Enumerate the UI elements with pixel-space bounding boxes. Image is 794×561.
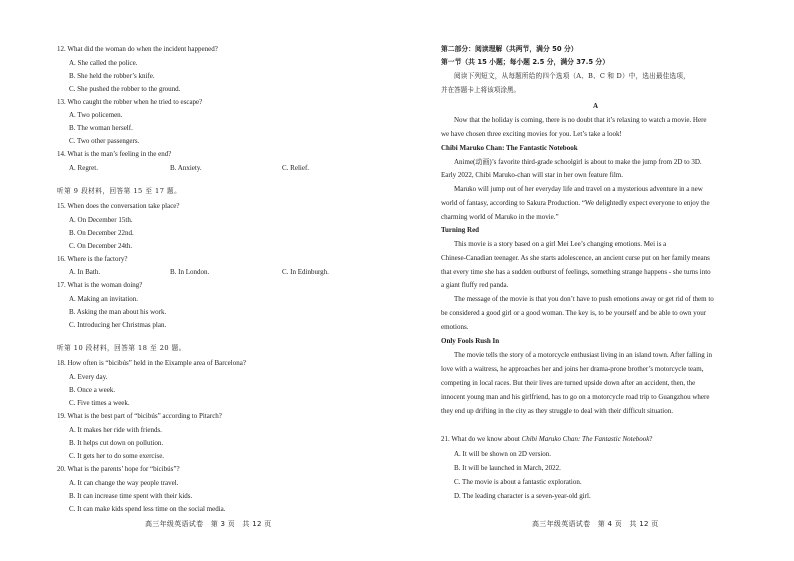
question-21-suffix: ? <box>649 435 653 443</box>
question-17-stem: 17. What is the woman doing? <box>57 281 143 289</box>
movie1-p2-line-2: world of fantasy, according to Sakura Production. “We delightedly expect everyone to enjoy the <box>441 199 710 207</box>
question-14-option-a: A. Regret. <box>69 164 98 172</box>
question-19-option-c: C. It gets her to do some exercise. <box>69 452 165 460</box>
question-13-option-a: A. Two policemen. <box>69 111 123 119</box>
question-20-option-a: A. It can change the way people travel. <box>69 479 179 487</box>
question-13-option-c: C. Two other passengers. <box>69 137 140 145</box>
question-21-movie-title: Chibi Maruko Chan: The Fantastic Notebook <box>521 435 650 443</box>
right-page-footer: 高三年级英语试卷 第 4 页 共 12 页 <box>532 520 659 528</box>
question-12-stem: 12. What did the woman do when the incident happened? <box>57 45 218 53</box>
question-14-option-c: C. Relief. <box>282 164 310 172</box>
question-12-option-c: C. She pushed the robber to the ground. <box>69 85 181 93</box>
movie3-p1-line-2: love with a waitress, he approaches her and joins her drama-prone brother’s motorcycle team, <box>441 365 704 373</box>
question-14-stem: 14. What is the man’s feeling in the end? <box>57 150 172 158</box>
question-19-stem: 19. What is the best part of “bicibús” according to Pitarch? <box>57 412 222 420</box>
question-16-option-b: B. In London. <box>170 268 210 276</box>
movie1-p2-line-1: Maruko will jump out of her everyday life and travel on a mysterious adventure in a new <box>454 185 703 193</box>
movie3-p1-line-3: competing in local races. But their lives are turned upside down after an accident, then, the <box>441 379 696 387</box>
movie3-p1-line-5: they end up drifting in the city as they struggle to deal with their difficult situation. <box>441 407 673 415</box>
movie2-p1-line-2: Chinese-Canadian teenager. As she starts adolescence, an ancient curse put on her family means <box>441 254 710 262</box>
instructions-line-2: 并在答题卡上将该项涂黑。 <box>441 86 521 94</box>
movie2-p1-line-4: a giant fluffy red panda. <box>441 281 509 289</box>
question-20-option-b: B. It can increase time spent with their kids. <box>69 492 193 500</box>
question-18-stem: 18. How often is “bicibús” held in the Eixample area of Barcelona? <box>57 359 246 367</box>
movie1-title: Chibi Maruko Chan: The Fantastic Notebook <box>441 144 578 152</box>
intro-line-1: Now that the holiday is coming, there is no doubt that it’s relaxing to watch a movie. Here <box>454 116 707 124</box>
movie2-p1-line-1: This movie is a story based on a girl Mei Lee’s changing emotions. Mei is a <box>454 240 667 248</box>
question-14-option-b: B. Anxiety. <box>170 164 202 172</box>
movie2-p2-line-2: be considered a good girl or a good woman. The key is, to be yourself and be able to own your <box>441 309 707 317</box>
question-16-option-c: C. In Edinburgh. <box>282 268 329 276</box>
movie3-p1-line-4: innocent young man and his girlfriend, has to go on a motorcycle road trip to Guangzhou where <box>441 393 710 401</box>
movie2-p2-line-1: The message of the movie is that you don’t have to push emotions away or get rid of them to <box>454 295 714 303</box>
question-21-option-a: A. It will be shown on 2D version. <box>454 450 552 458</box>
reading-part-title: 第二部分：阅读理解（共两节，满分 50 分） <box>441 45 578 53</box>
question-18-option-a: A. Every day. <box>69 373 108 381</box>
movie2-p2-line-3: emotions. <box>441 323 469 331</box>
instructions-line-1: 阅读下列短文，从每题所给的四个选项（A、B、C 和 D）中，选出最佳选项， <box>454 72 690 80</box>
question-16-option-a: A. In Bath. <box>69 268 101 276</box>
question-13-option-b: B. The woman herself. <box>69 124 133 132</box>
question-21-prefix: 21. What do we know about <box>441 435 522 443</box>
question-17-option-a: A. Making an invitation. <box>69 295 139 303</box>
question-16-stem: 16. Where is the factory? <box>57 255 128 263</box>
question-19-option-b: B. It helps cut down on pollution. <box>69 439 164 447</box>
question-15-option-c: C. On December 24th. <box>69 242 133 250</box>
question-18-option-c: C. Five times a week. <box>69 399 130 407</box>
question-12-option-a: A. She called the police. <box>69 59 138 67</box>
movie1-p2-line-3: charming world of Maruko in the movie.” <box>441 213 559 221</box>
movie3-p1-line-1: The movie tells the story of a motorcycle enthusiast living in an island town. After falling in <box>454 351 712 359</box>
movie3-title: Only Fools Rush In <box>441 337 500 345</box>
question-21-stem <box>441 436 788 443</box>
question-21-option-c: C. The movie is about a fantastic exploration. <box>454 478 582 486</box>
question-18-option-b: B. Once a week. <box>69 386 116 394</box>
question-17-option-b: B. Asking the man about his work. <box>69 308 167 316</box>
question-21-option-d: D. The leading character is a seven-year-old girl. <box>454 492 591 500</box>
question-20-option-c: C. It can make kids spend less time on the social media. <box>69 505 226 513</box>
movie1-p1-line-2: Early 2022, Chibi Maruko-chan will star in her own feature film. <box>441 171 623 179</box>
question-15-option-a: A. On December 15th. <box>69 216 133 224</box>
question-20-stem: 20. What is the parents’ hope for “bicibús”? <box>57 465 180 473</box>
passage-label: A <box>593 102 599 110</box>
left-page-footer: 高三年级英语试卷 第 3 页 共 12 页 <box>145 520 272 528</box>
movie1-p1-line-1: Anime(动画)’s favorite third-grade schoolgirl is about to make the jump from 2D to 3D. <box>454 158 702 166</box>
question-19-option-a: A. It makes her ride with friends. <box>69 426 162 434</box>
section-10-heading: 听第 10 段材料，回答第 18 至 20 题。 <box>57 344 186 352</box>
question-15-stem: 15. When does the conversation take place? <box>57 202 180 210</box>
question-15-option-b: B. On December 22nd. <box>69 229 134 237</box>
movie2-title: Turning Red <box>441 226 480 234</box>
reading-section-title: 第一节（共 15 小题；每小题 2.5 分，满分 37.5 分） <box>441 58 610 66</box>
question-21-option-b: B. It will be launched in March, 2022. <box>454 464 561 472</box>
intro-line-2: we have chosen three exciting movies for you. Let’s take a look! <box>441 130 622 138</box>
question-13-stem: 13. Who caught the robber when he tried to escape? <box>57 98 203 106</box>
question-12-option-b: B. She held the robber’s knife. <box>69 72 155 80</box>
section-9-heading: 听第 9 段材料，回答第 15 至 17 题。 <box>57 187 182 195</box>
question-17-option-c: C. Introducing her Christmas plan. <box>69 321 167 329</box>
movie2-p1-line-3: that every time she has a sudden outburst of feelings, something strange happens - she turns into <box>441 268 711 276</box>
